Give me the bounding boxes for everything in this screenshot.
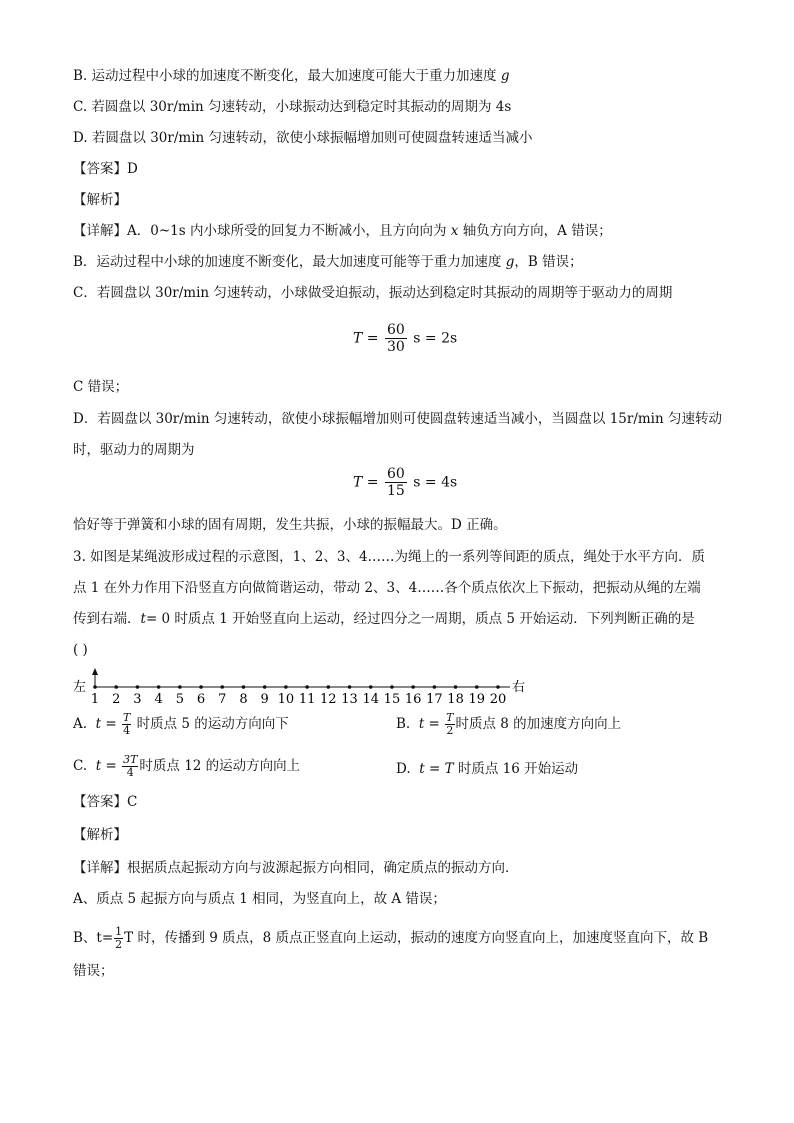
q2-detail-a: 【详解】A．0~1s 内小球所受的回复力不断减小，且方向向为 x 轴负方向方向，A 错误；	[73, 223, 612, 239]
up-arrow-head	[92, 668, 98, 675]
rope-point-label: 13	[341, 692, 358, 707]
q2-detail-b: B．运动过程中小球的加速度不断变化，最大加速度可能等于重力加速度 g，B 错误；	[73, 254, 583, 270]
rope-point-label: 14	[362, 692, 380, 707]
rope-point-dot	[327, 685, 331, 689]
rope-point-dot	[305, 685, 309, 689]
rope-point-dot	[220, 685, 224, 689]
rope-point-label: 17	[426, 692, 443, 707]
rope-point-dot	[136, 685, 140, 689]
rope-point-dot	[284, 685, 288, 689]
rope-point-label: 3	[133, 692, 142, 707]
q3-analysis-label: 【解析】	[73, 827, 127, 843]
q3-detail-b-end: 错误；	[73, 963, 114, 979]
rope-point-label: 9	[260, 692, 269, 707]
rope-point-dot	[157, 685, 161, 689]
rope-point-dot	[263, 685, 267, 689]
rope-point-dot	[114, 685, 118, 689]
rope-point-dot	[242, 685, 246, 689]
rope-wave-diagram	[0, 667, 794, 707]
rope-point-dot	[348, 685, 352, 689]
right-label: 右	[512, 680, 526, 695]
rope-point-dot	[433, 685, 437, 689]
rope-point-label: 7	[218, 692, 227, 707]
rope-point-label: 19	[468, 692, 486, 707]
rope-point-label: 18	[447, 692, 464, 707]
rope-point-label: 12	[320, 692, 337, 707]
q3-stem-line3: 传到右端．t= 0 时质点 1 开始竖直向上运动，经过四分之一周期，质点 5 开始运动．下列判断正确的是	[73, 611, 695, 627]
q2-option-d: D. 若圆盘以 30r/min 匀速转动，欲使小球振幅增加则可使圆盘转速适当减小	[73, 130, 533, 146]
rope-point-label: 1	[90, 692, 100, 707]
rope-point-dot	[199, 685, 203, 689]
rope-point-label: 2	[112, 692, 121, 707]
q3-option-c: C. t = $\frac{3T}{4}$ 时质点 12 的运动方向向上	[73, 753, 301, 779]
q3-stem-line2: 点 1 在外力作用下沿竖直方向做简谐运动，带动 2、3、4……各个质点依次上下振动，把振动从绳的左端	[73, 580, 701, 596]
rope-point-label: 11	[298, 692, 316, 707]
q2-detail-d1: D．若圆盘以 30r/min 匀速转动，欲使小球振幅增加则可使圆盘转速适当减小，当圆盘以 15r/min 匀速转动	[73, 411, 722, 427]
rope-point-dot	[178, 685, 182, 689]
q3-detail-a: A、质点 5 起振方向与质点 1 相同，为竖直向上，故 A 错误；	[73, 891, 446, 907]
q2-detail-d3: 恰好等于弹簧和小球的固有周期，发生共振，小球的振幅最大。D 正确。	[73, 517, 507, 533]
rope-point-dot	[496, 685, 500, 689]
left-label: 左	[73, 680, 87, 695]
rope-point-label: 8	[239, 692, 248, 707]
q3-option-a: A. t = $\frac{T}{4}$ 时质点 5 的运动方向向下	[73, 711, 289, 737]
q3-answer: 【答案】C	[73, 794, 138, 810]
equation-2: T = $\frac{60}{15}$ s = 4s	[353, 466, 458, 499]
q3-detail-b: B、t= $\frac{1}{2}$ T 时，传播到 9 质点，8 质点正竖直向上运动，振动的速度方向竖直向上，加速度竖直向下，故 B	[73, 925, 709, 951]
rope-point-label: 16	[404, 692, 422, 707]
q2-answer: 【答案】D	[73, 161, 138, 177]
rope-point-label: 6	[196, 692, 206, 707]
q2-option-b: B. 运动过程中小球的加速度不断变化，最大加速度可能大于重力加速度 g	[73, 68, 510, 84]
rope-point-label: 10	[277, 692, 295, 707]
q3-option-b: B. t = $\frac{T}{2}$ 时质点 8 的加速度方向向上	[396, 711, 622, 737]
q2-option-c: C. 若圆盘以 30r/min 匀速转动，小球振动达到稳定时其振动的周期为 4s	[73, 99, 512, 115]
rope-point-dot	[411, 685, 415, 689]
rope-point-label: 20	[489, 692, 507, 707]
q2-detail-c-end: C 错误；	[73, 379, 129, 395]
rope-point-label: 4	[154, 692, 163, 707]
rope-point-dot	[369, 685, 373, 689]
equation-1: T = $\frac{60}{30}$ s = 2s	[353, 322, 458, 355]
rope-point-dot	[454, 685, 458, 689]
rope-point-dot	[93, 685, 97, 689]
q3-stem-line1: 3. 如图是某绳波形成过程的示意图，1、2、3、4……为绳上的一系列等间距的质点，绳处于水平方向．质	[73, 549, 706, 565]
q3-detail-intro: 【详解】根据质点起振动方向与波源起振方向相同，确定质点的振动方向．	[73, 860, 519, 876]
rope-point-label: 5	[175, 692, 184, 707]
rope-point-label: 15	[383, 692, 401, 707]
var-g: g	[500, 68, 510, 84]
q3-paren: ( )	[73, 642, 88, 658]
rope-point-dot	[475, 685, 479, 689]
rope-point-dot	[390, 685, 394, 689]
q2-detail-d2: 时，驱动力的周期为	[73, 442, 195, 458]
q2-analysis-label: 【解析】	[73, 192, 127, 208]
q3-option-d: D. t = T 时质点 16 开始运动	[396, 761, 579, 777]
q2-detail-c: C．若圆盘以 30r/min 匀速转动，小球做受迫振动，振动达到稳定时其振动的周期等于驱动力的周期	[73, 285, 673, 301]
